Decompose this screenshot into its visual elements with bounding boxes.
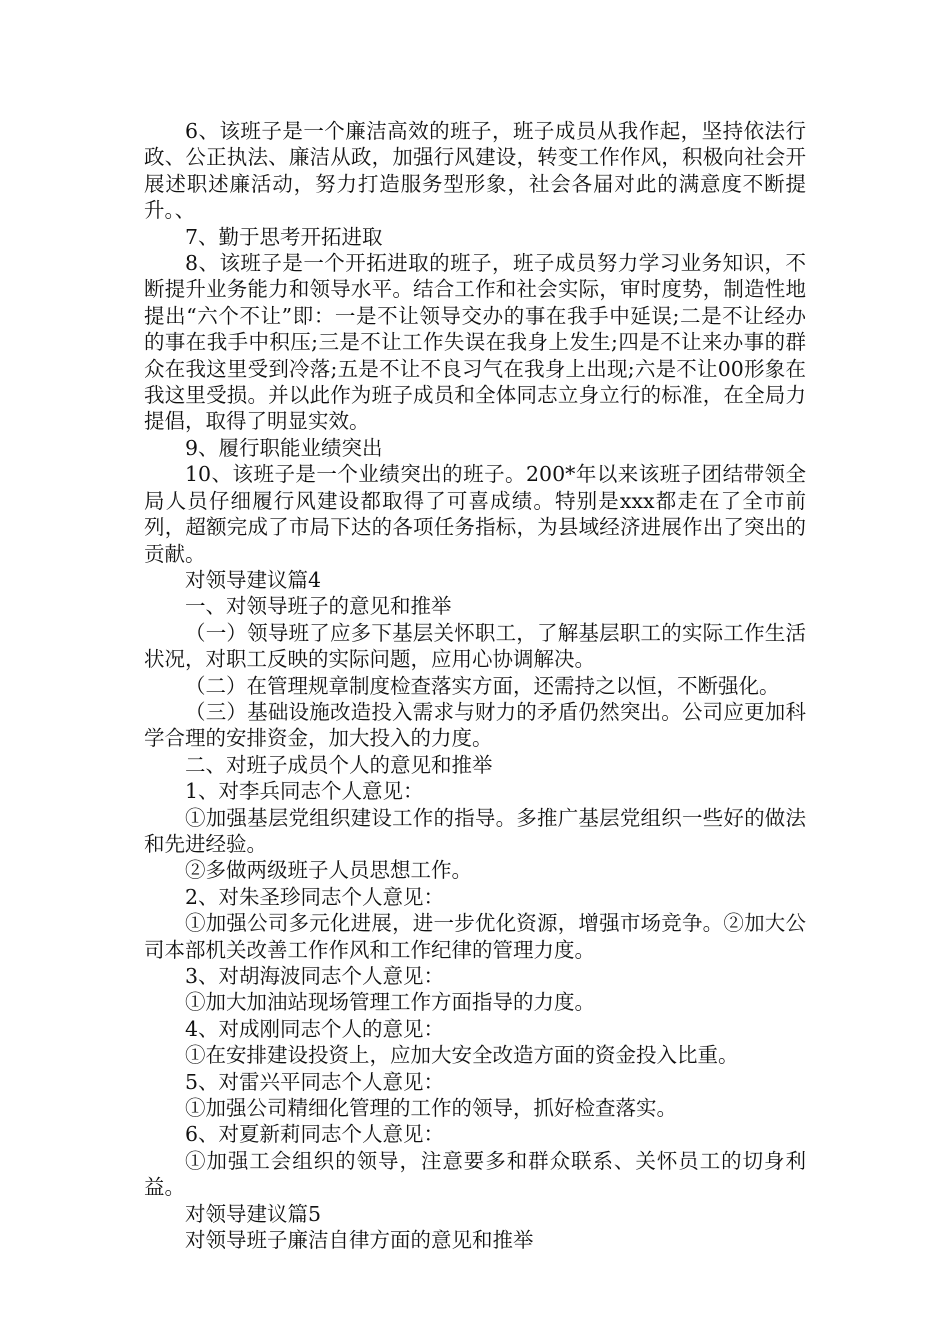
paragraph: 3、对胡海波同志个人意见：	[185, 964, 445, 988]
paragraph: （三）基础设施改造投入需求与财力的矛盾仍然突出。公司应更加科学合理的安排资金，加大投入的力度。	[144, 699, 806, 751]
paragraph: 10、该班子是一个业绩突出的班子。200*年以来该班子团结带领全局人员仔细履行风建设都取得了可喜成绩。特别是xxx都走在了全市前列，超额完成了市局下达的各项任务指标，为县域经济进展作出了突出的贡献。	[144, 462, 806, 566]
paragraph: （二）在管理规章制度检查落实方面，还需持之以恒，不断强化。	[185, 673, 780, 698]
paragraph: 6、该班子是一个廉洁高效的班子，班子成员从我作起，坚持依法行政、公正执法、廉洁从政，加强行风建设，转变工作作风，积极向社会开展述职述廉活动，努力打造服务型形象，社会各届对此的满意度不断提升。、	[144, 119, 806, 223]
paragraph: 一、对领导班子的意见和推举	[185, 594, 452, 619]
section-heading: 对领导建议篇4	[185, 567, 322, 592]
paragraph: 4、对成刚同志个人的意见：	[185, 1016, 445, 1041]
paragraph: ①加强工会组织的领导，注意要多和群众联系、关怀员工的切身利益。	[144, 1148, 806, 1200]
paragraph: 1、对李兵同志个人意见：	[185, 779, 424, 804]
paragraph: 5、对雷兴平同志个人意见：	[185, 1069, 445, 1094]
paragraph: 7、勤于思考开拓进取	[185, 224, 383, 249]
paragraph: （一）领导班了应多下基层关怀职工，了解基层职工的实际工作生活状况，对职工反映的实际问题，应用心协调解决。	[144, 620, 806, 672]
paragraph: ①加大加油站现场管理工作方面指导的力度。	[185, 990, 595, 1015]
paragraph: 2、对朱圣珍同志个人意见：	[185, 884, 445, 909]
section-heading: 对领导建议篇5	[185, 1201, 322, 1226]
paragraph: ②多做两级班子人员思想工作。	[185, 858, 472, 883]
paragraph: 二、对班子成员个人的意见和推举	[185, 752, 493, 777]
paragraph: 8、该班子是一个开拓进取的班子，班子成员努力学习业务知识，不断提升业务能力和领导水平。结合工作和社会实际，审时度势，制造性地提出“六个不让”即：一是不让领导交办的事在我手中延误;二是不让经办的事在我手中积压;三是不让工作失误在我身上发生;四是不让来办事的群众在我这里受到冷落;五是不让不良习气在我身上出现;六是不让00形象在我这里受损。并以此作为班子成员和全体同志立身立行的标准，在全局力提倡，取得了明显实效。	[144, 251, 806, 434]
paragraph: 9、履行职能业绩突出	[185, 435, 383, 460]
paragraph: ①加强公司多元化进展，进一步优化资源，增强市场竞争。②加大公司本部机关改善工作作风和工作纪律的管理力度。	[144, 911, 806, 962]
paragraph: ①加强公司精细化管理的工作的领导，抓好检查落实。	[185, 1096, 677, 1121]
paragraph: 6、对夏新莉同志个人意见：	[185, 1122, 445, 1147]
paragraph: ①加强基层党组织建设工作的指导。多推广基层党组织一些好的做法和先进经验。	[144, 805, 806, 856]
document-body	[144, 118, 806, 1253]
paragraph: ①在安排建设投资上，应加大安全改造方面的资金投入比重。	[185, 1043, 739, 1068]
paragraph: 对领导班子廉洁自律方面的意见和推举	[185, 1228, 534, 1253]
